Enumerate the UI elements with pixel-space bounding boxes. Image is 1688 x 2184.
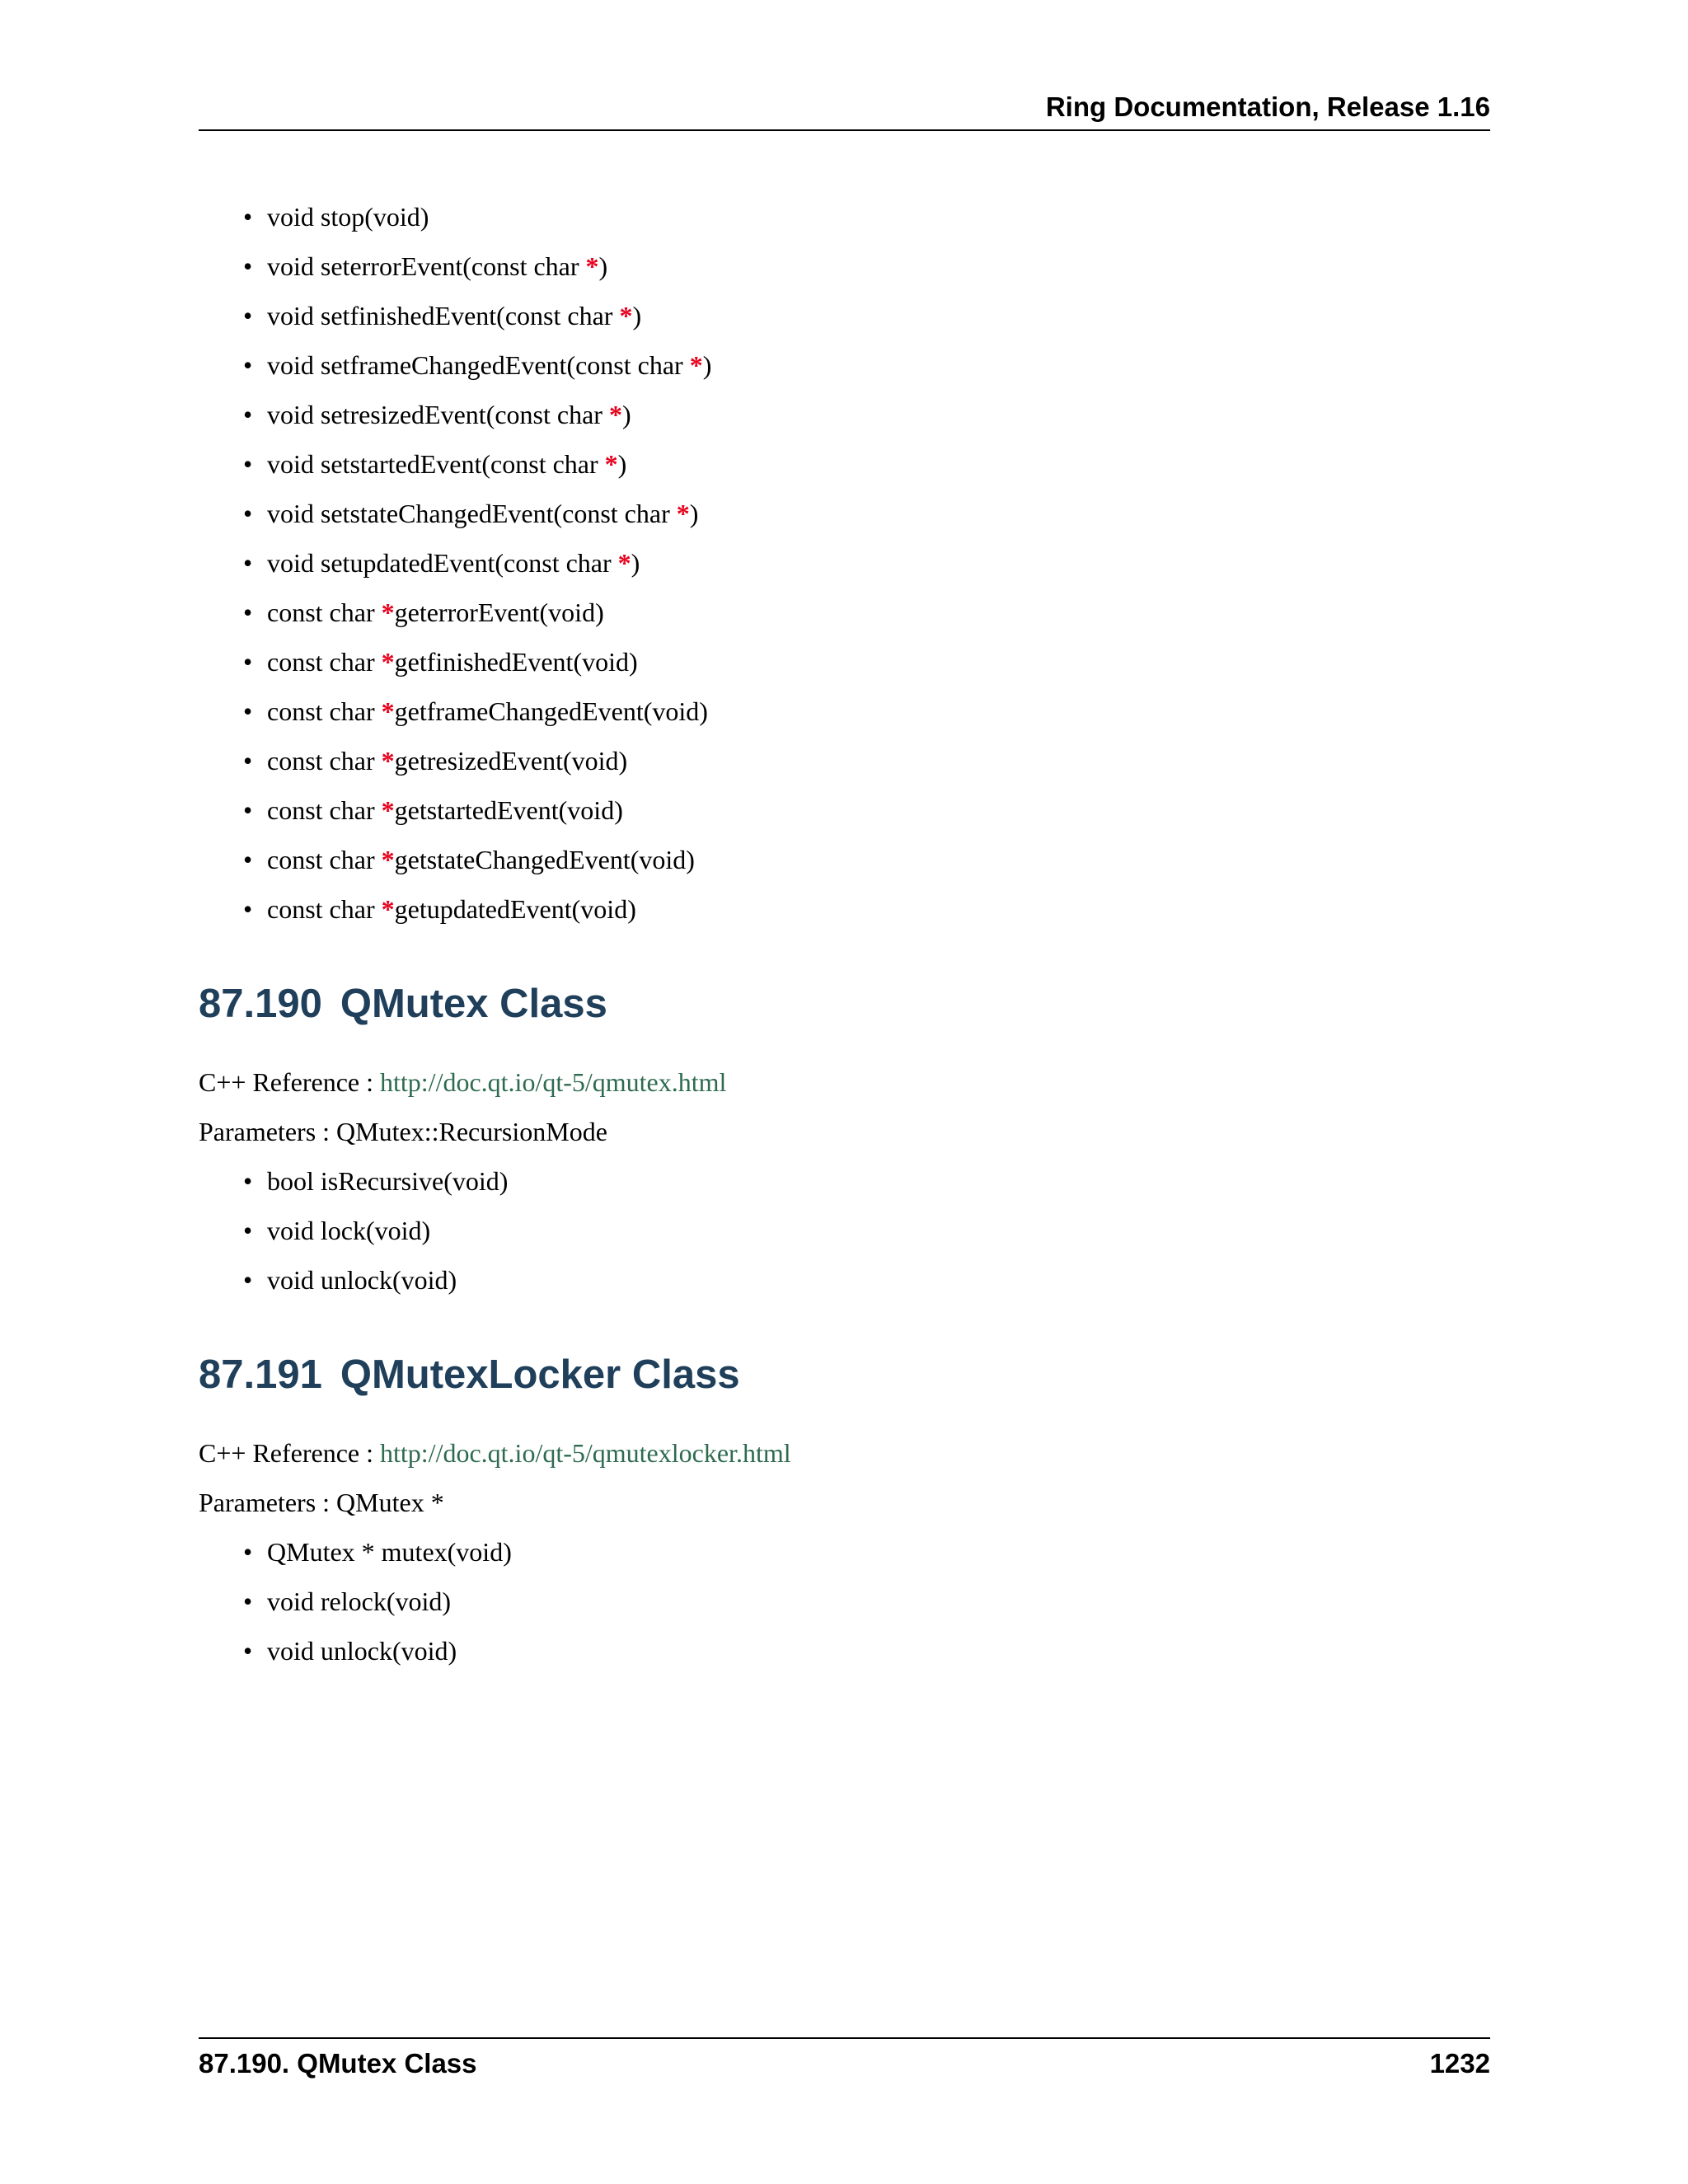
method-item	[199, 740, 1490, 790]
pointer-star: *	[619, 301, 633, 330]
method-text: const char	[267, 894, 382, 924]
method-item	[199, 691, 1490, 740]
running-header: Ring Documentation, Release 1.16	[1045, 91, 1490, 122]
method-item	[199, 888, 1490, 938]
reference-label: C++ Reference :	[199, 1067, 380, 1097]
method-text: const char	[267, 746, 382, 776]
method-text: void setstateChangedEvent(const char	[267, 499, 677, 528]
method-text: const char	[267, 845, 382, 874]
reference-link[interactable]: http://doc.qt.io/qt-5/qmutex.html	[380, 1067, 727, 1097]
method-item: • void unlock(void)	[199, 1630, 1490, 1680]
method-text: const char	[267, 598, 382, 627]
method-list-qmutexlocker	[199, 1531, 1490, 1680]
page-content	[199, 196, 1490, 1680]
method-text: void setresizedEvent(const char	[267, 400, 609, 429]
pointer-star: *	[676, 499, 690, 528]
pointer-star: *	[381, 647, 395, 677]
method-text: )	[621, 400, 631, 429]
section-number: 87.190	[199, 982, 322, 1026]
page-number: 1232	[1429, 2048, 1490, 2079]
pointer-star: *	[604, 449, 618, 479]
method-text: getresizedEvent(void)	[394, 746, 628, 776]
method-item	[199, 443, 1490, 493]
pointer-star: *	[381, 845, 395, 874]
footer-section: 87.190. QMutex Class	[199, 2048, 477, 2079]
method-text: )	[631, 548, 640, 578]
method-list-qmutex	[199, 1160, 1490, 1309]
method-text: getstartedEvent(void)	[394, 795, 623, 825]
cpp-reference	[199, 1432, 1490, 1482]
section-title: QMutexLocker Class	[340, 1352, 740, 1397]
method-text: )	[617, 449, 627, 479]
method-text: getupdatedEvent(void)	[394, 894, 636, 924]
method-text: )	[689, 499, 699, 528]
method-text: const char	[267, 696, 382, 726]
method-text: )	[598, 251, 608, 281]
pointer-star: *	[381, 746, 395, 776]
method-text: void setframeChangedEvent(const char	[267, 350, 690, 380]
method-text: void setfinishedEvent(const char	[267, 301, 620, 330]
method-item	[199, 344, 1490, 394]
footer-rule	[199, 2037, 1490, 2039]
method-text: void setstartedEvent(const char	[267, 449, 605, 479]
method-text: const char	[267, 647, 382, 677]
method-item	[199, 295, 1490, 344]
method-text: void seterrorEvent(const char	[267, 251, 586, 281]
section-heading-qmutex	[199, 979, 1490, 1029]
method-item	[199, 641, 1490, 691]
parameters-text: Parameters : QMutex *	[199, 1488, 444, 1517]
pointer-star: *	[608, 400, 622, 429]
section-title: QMutex Class	[340, 982, 607, 1026]
section-heading-qmutexlocker	[199, 1350, 1490, 1399]
method-item	[199, 196, 1490, 246]
method-list-qmovie	[199, 196, 1490, 938]
method-item	[199, 790, 1490, 839]
method-item	[199, 839, 1490, 888]
parameters-text: Parameters : QMutex::RecursionMode	[199, 1117, 607, 1146]
header-rule	[199, 129, 1490, 131]
pointer-star: *	[381, 795, 395, 825]
pointer-star: *	[381, 598, 395, 627]
pointer-star: *	[617, 548, 631, 578]
method-text: )	[702, 350, 712, 380]
method-text: getframeChangedEvent(void)	[394, 696, 708, 726]
method-item	[199, 493, 1490, 542]
method-item	[199, 592, 1490, 641]
method-item	[199, 394, 1490, 443]
pointer-star: *	[381, 696, 395, 726]
method-text: )	[632, 301, 642, 330]
method-item: • bool isRecursive(void)	[199, 1160, 1490, 1210]
method-text: void setupdatedEvent(const char	[267, 548, 618, 578]
method-text: const char	[267, 795, 382, 825]
method-item	[199, 542, 1490, 592]
pointer-star: *	[585, 251, 599, 281]
method-text: getfinishedEvent(void)	[394, 647, 638, 677]
method-text: void stop(void)	[267, 202, 429, 232]
method-item: • void lock(void)	[199, 1210, 1490, 1259]
method-item: • void relock(void)	[199, 1581, 1490, 1630]
method-text: getstateChangedEvent(void)	[394, 845, 695, 874]
section-number: 87.191	[199, 1352, 322, 1397]
method-text: geterrorEvent(void)	[394, 598, 604, 627]
cpp-reference	[199, 1062, 1490, 1111]
reference-label: C++ Reference :	[199, 1438, 380, 1468]
pointer-star: *	[689, 350, 703, 380]
reference-link[interactable]: http://doc.qt.io/qt-5/qmutexlocker.html	[380, 1438, 791, 1468]
method-item: • QMutex * mutex(void)	[199, 1531, 1490, 1581]
pointer-star: *	[381, 894, 395, 924]
method-item: • void unlock(void)	[199, 1259, 1490, 1309]
running-footer	[199, 2046, 1490, 2082]
method-item	[199, 246, 1490, 295]
